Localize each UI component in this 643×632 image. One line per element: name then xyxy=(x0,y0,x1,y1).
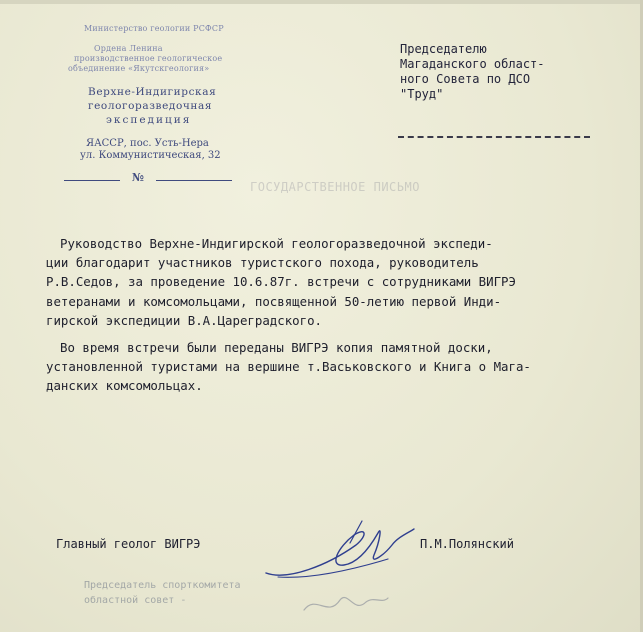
bottom-signature xyxy=(300,588,390,622)
letterhead-association-line2: объединение «Якутскгеология» xyxy=(68,64,210,73)
addressee-underline xyxy=(398,136,590,138)
letterhead-number-field xyxy=(64,172,234,186)
letterhead-expedition-line3: экспедиция xyxy=(106,114,192,126)
body-line: ции благодарит участников туристского похода, руководитель xyxy=(46,255,479,271)
number-dash-right xyxy=(156,180,232,181)
signatory-title: Главный геолог ВИГРЭ xyxy=(56,537,201,551)
addressee-line: Магаданского област- xyxy=(400,57,545,71)
letter-body xyxy=(46,234,626,396)
bottom-stamp-line: Председатель спорткомитета xyxy=(84,580,241,591)
body-line: гирской экспедиции В.А.Цареградского. xyxy=(46,312,323,328)
letterhead-expedition-line1: Верхне-Индигирская xyxy=(88,86,217,98)
letterhead-address-line2: ул. Коммунистическая, 32 xyxy=(80,150,221,161)
body-line: данских комсомольцах. xyxy=(46,378,203,394)
body-line: ветеранами и комсомольцами, посвященной 50-летию первой Инди- xyxy=(46,293,502,309)
letterhead-association-line1: производственное геологическое xyxy=(74,54,223,63)
letterhead-expedition-line2: геологоразведочная xyxy=(88,100,213,112)
handwritten-signature xyxy=(258,515,418,585)
body-line: установленной туристами на вершине т.Васьковского и Книга о Мага- xyxy=(46,359,531,375)
number-dash-left xyxy=(64,180,120,181)
body-line: Руководство Верхне-Индигирской геологоразведочной экспеди- xyxy=(60,236,493,251)
letterhead-address-line1: ЯАССР, пос. Усть-Нера xyxy=(86,138,209,149)
paper-edge-top xyxy=(0,0,643,4)
signatory-name: П.М.Полянский xyxy=(420,537,514,551)
body-line: Р.В.Седов, за проведение 10.6.87г. встречи с сотрудниками ВИГРЭ xyxy=(46,274,516,290)
bottom-stamp-line: областной совет - xyxy=(84,595,187,606)
body-paragraph-1 xyxy=(46,234,626,330)
bottom-stamp xyxy=(84,578,241,608)
addressee-line: "Труд" xyxy=(400,87,444,101)
body-paragraph-2 xyxy=(46,338,626,396)
addressee-block xyxy=(400,42,545,102)
body-line: Во время встречи были переданы ВИГРЭ копия памятной доски, xyxy=(60,340,493,356)
letterhead-order: Ордена Ленина xyxy=(94,44,163,53)
letterhead-ministry: Министерство геологии РСФСР xyxy=(84,24,224,33)
ghost-heading: ГОСУДАРСТВЕННОЕ ПИСЬМО xyxy=(250,180,420,194)
addressee-line: Председателю xyxy=(400,42,487,56)
addressee-line: ного Совета по ДСО xyxy=(400,72,531,86)
number-sign: № xyxy=(132,171,144,184)
